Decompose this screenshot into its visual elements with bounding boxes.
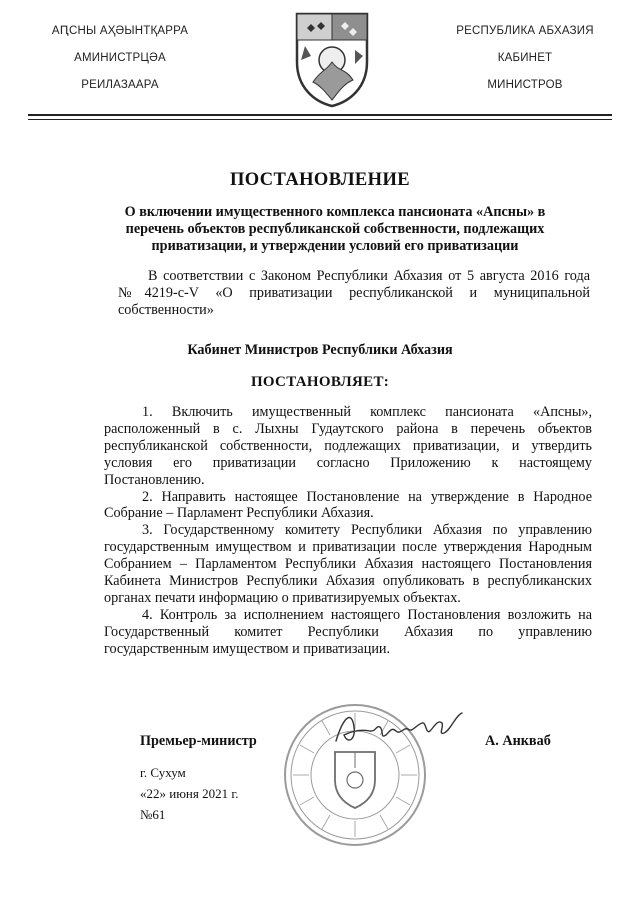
issuing-body-heading: Кабинет Министров Республики Абхазия bbox=[187, 342, 453, 358]
document-title: ПОСТАНОВЛЕНИЕ bbox=[229, 170, 410, 190]
signatory-name: А. Анкваб bbox=[485, 733, 551, 749]
resolution-item-2: 2. Направить настоящее Постановление на утверждение в Народное Собрание – Парламент Республики Абхазия. bbox=[104, 488, 592, 522]
resolution-item-1: 1. Включить имущественный комплекс пансионата «Апсны», расположенный в с. Лыхны Гудаутского района в перечень объектов республиканской собственности, подлежащих приватизации, и утвердить условия его приватизации согласно Приложению к настоящему Постановлению. bbox=[104, 404, 592, 488]
header-left-abkhaz bbox=[20, 24, 220, 105]
coat-of-arms-emblem bbox=[291, 10, 373, 108]
header-left-line-1: АԤСНЫ АҲӘЫНТҚАРРА bbox=[51, 25, 189, 37]
resolution-items bbox=[104, 404, 592, 658]
header-left-line-2: АМИНИСТРЦӘА bbox=[74, 52, 166, 64]
header-right-line-1: РЕСПУБЛИКА АБХАЗИЯ bbox=[456, 25, 594, 37]
header-left-line-3: РЕИЛАЗААРА bbox=[81, 79, 159, 91]
document-preamble: В соответствии с Законом Республики Абхазия от 5 августа 2016 года №4219-с-V «О приватизации республиканской и муниципальной собственности» bbox=[118, 268, 590, 318]
header-divider-thin bbox=[28, 119, 612, 120]
handwritten-signature bbox=[330, 705, 470, 755]
issue-date: «22» июня 2021 г. bbox=[140, 786, 239, 801]
issue-place: г. Сухум bbox=[140, 765, 186, 780]
header-right-line-2: КАБИНЕТ bbox=[497, 52, 553, 64]
resolves-heading: ПОСТАНОВЛЯЕТ: bbox=[250, 374, 390, 390]
resolution-item-4: 4. Контроль за исполнением настоящего Постановления возложить на Государственный комитет Республики Абхазия по управлению государственным имуществом и приватизации. bbox=[104, 606, 592, 657]
header-right-russian bbox=[425, 24, 625, 105]
document-number: №61 bbox=[140, 807, 166, 822]
header-divider-thick bbox=[28, 114, 612, 116]
resolution-item-3: 3. Государственному комитету Республики Абхазия по управлению государственным имуществом и приватизации после утверждения Народным Собранием – Парламентом Республики Абхазия настоящего Постановления Кабинета Министров Республики Абхазия опубликовать в республиканских органах печати информацию о приватизируемых объектах. bbox=[104, 522, 592, 606]
signatory-title: Премьер-министр bbox=[140, 733, 257, 749]
document-subject: О включении имущественного комплекса пансионата «Апсны» в перечень объектов республиканской собственности, подлежащих приватизации, и утверждении условий его приватизации bbox=[124, 204, 546, 254]
header-right-line-3: МИНИСТРОВ bbox=[487, 79, 563, 91]
